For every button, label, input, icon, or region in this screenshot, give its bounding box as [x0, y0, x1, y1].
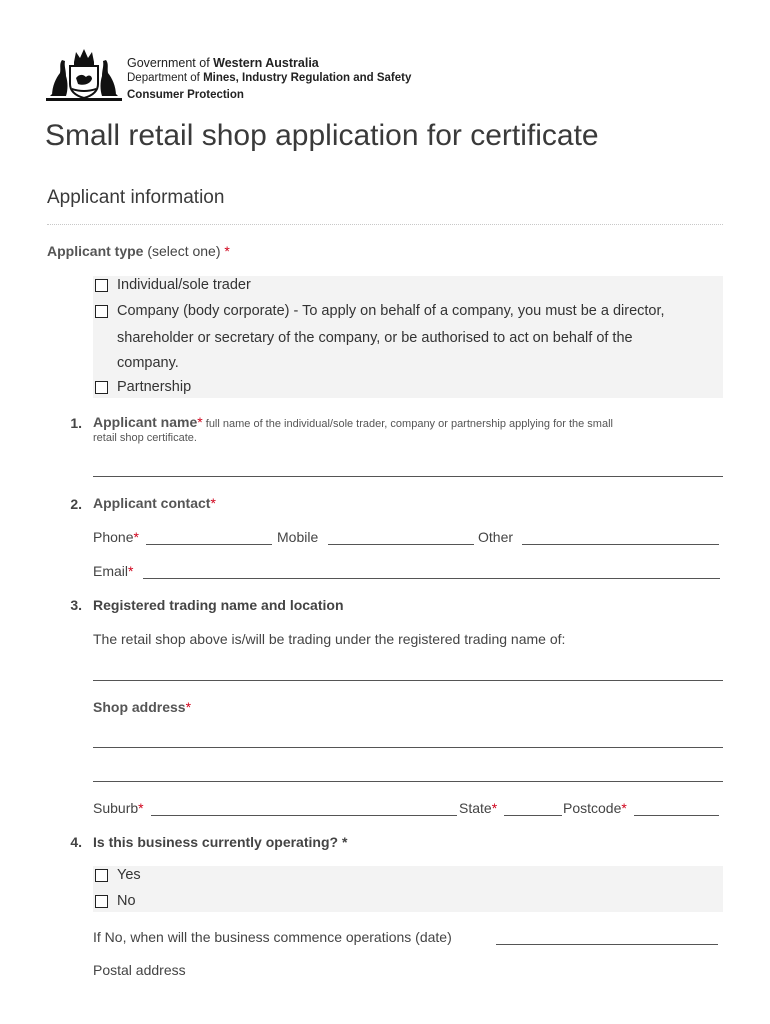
email-label: Email*: [93, 563, 134, 579]
suburb-label: Suburb*: [93, 800, 144, 816]
section-divider: [47, 224, 723, 225]
checkbox[interactable]: [95, 305, 108, 318]
commence-date-label: If No, when will the business commence operations (date): [93, 929, 452, 945]
government-name: Government of Western Australia: [127, 56, 319, 70]
applicant-type-label: Applicant type (select one) *: [47, 243, 230, 259]
section-title: Applicant information: [47, 187, 225, 208]
state-label: State*: [459, 800, 498, 816]
option-partnership[interactable]: Partnership: [95, 379, 715, 397]
question-number: 3.: [70, 597, 82, 613]
question-number: 2.: [70, 496, 82, 512]
trading-name-field[interactable]: [93, 680, 723, 681]
shop-address-line-1[interactable]: [93, 747, 723, 748]
department-name: Department of Mines, Industry Regulation and Safety: [127, 72, 412, 84]
option-company-text-line2: shareholder or secretary of the company, or be authorised to act on behalf of the: [117, 330, 633, 346]
option-company-text-line3: company.: [117, 355, 179, 371]
postal-address-label: Postal address: [93, 962, 186, 978]
question-number: 4.: [70, 834, 82, 850]
postcode-label: Postcode*: [563, 800, 627, 816]
question-number: 1.: [70, 415, 82, 431]
postcode-field[interactable]: [634, 815, 719, 816]
state-field[interactable]: [504, 815, 562, 816]
applicant-name-field[interactable]: [93, 476, 723, 477]
other-field[interactable]: [522, 544, 719, 545]
business-operating-label: Is this business currently operating? *: [93, 834, 348, 850]
email-field[interactable]: [143, 578, 720, 579]
checkbox[interactable]: [95, 895, 108, 908]
division-name: Consumer Protection: [127, 89, 244, 101]
applicant-name-note: retail shop certificate.: [93, 432, 197, 444]
mobile-field[interactable]: [328, 544, 474, 545]
wa-government-crest-icon: [46, 46, 122, 104]
shop-address-label: Shop address*: [93, 699, 192, 715]
applicant-contact-label: Applicant contact*: [93, 495, 216, 511]
other-label: Other: [478, 529, 514, 545]
checkbox[interactable]: [95, 869, 108, 882]
shop-address-line-2[interactable]: [93, 781, 723, 782]
commence-date-field[interactable]: [496, 944, 718, 945]
checkbox[interactable]: [95, 381, 108, 394]
checkbox[interactable]: [95, 279, 108, 292]
phone-field[interactable]: [146, 544, 272, 545]
page-title: Small retail shop application for certificate: [45, 119, 599, 152]
suburb-field[interactable]: [151, 815, 457, 816]
applicant-name-label: Applicant name* full name of the individual/sole trader, company or partnership applying for the small: [93, 414, 613, 430]
option-yes[interactable]: Yes: [95, 867, 295, 885]
option-individual-sole-trader[interactable]: Individual/sole trader: [95, 277, 715, 295]
option-company[interactable]: Company (body corporate) - To apply on behalf of a company, you must be a director,: [95, 303, 715, 321]
option-no[interactable]: No: [95, 893, 295, 911]
phone-label: Phone*: [93, 529, 139, 545]
trading-name-label: Registered trading name and location: [93, 597, 344, 613]
trading-name-text: The retail shop above is/will be trading under the registered trading name of:: [93, 631, 566, 647]
mobile-label: Mobile: [277, 529, 319, 545]
